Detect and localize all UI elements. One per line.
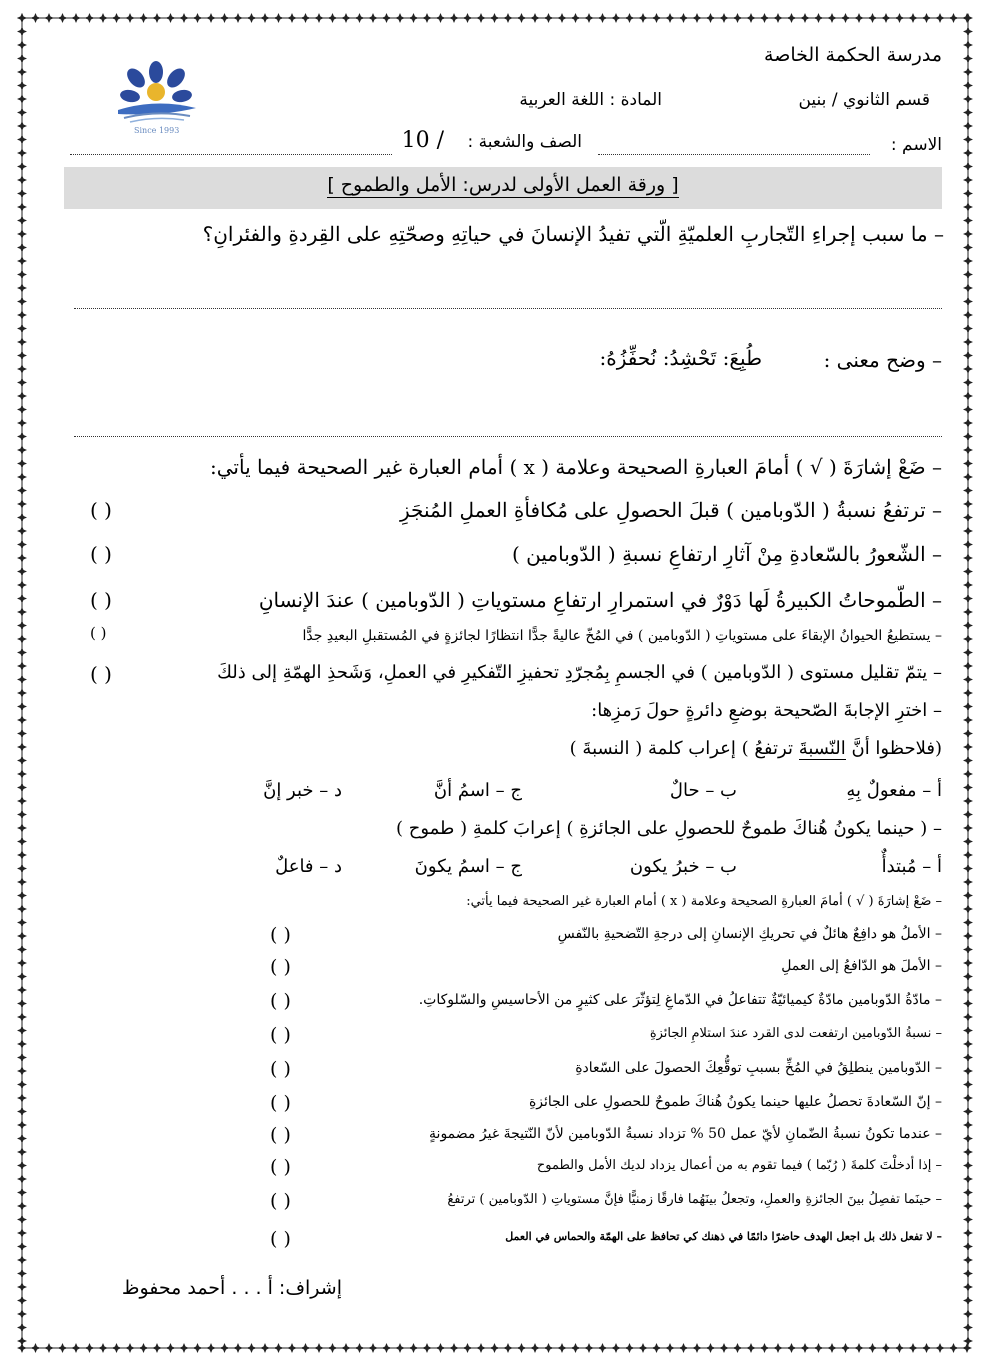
answer-brackets[interactable]: ( ) [270,1024,291,1046]
answer-brackets[interactable]: ( ) [90,624,107,642]
mcq-option[interactable]: ب – حالٌ [669,780,737,801]
name-label: الاسم : [890,135,942,155]
answer-brackets[interactable]: ( ) [90,662,112,686]
answer-brackets[interactable]: ( ) [90,498,112,522]
ornamental-border [14,10,976,1356]
tf-item: – نسبةُ الدّوبامين ارتفعت لدى القرد عندَ استلامِ الجائزةِ [649,1026,942,1041]
answer-brackets[interactable]: ( ) [270,990,291,1012]
tf-instruction-2: – ضَعْ إشارَةَ ( √ ) أمامَ العبارةِ الصحيحة وعلامة ( x ) أمام العبارة غير الصحيحة فيما يأتي: [466,894,942,909]
tf-item: – إذا أدخلْتَ كلمةَ ( رُبّما ) فيما تقوم به من أعمال يزداد لديك الأمل والطموح [536,1158,942,1173]
answer-brackets[interactable]: ( ) [270,1058,291,1080]
tf-item: – الدّوبامين ينطلِقُ في المُخِّ بسببِ توقُّعِكَ الحصولَ على السّعادةِ [575,1060,942,1076]
mcq-option[interactable]: ج – اسمُ يكونَ [414,856,522,877]
answer-brackets[interactable]: ( ) [270,1228,291,1250]
answer-brackets[interactable]: ( ) [270,1124,291,1146]
tf-item: – يتمّ تقليل مستوى ( الدّوبامين ) في الجسمِ بِمُجرّدِ تحفيزِ التّفكيرِ في العملِ، وَشَحذِ الهمّةِ إلى ذلكَ [217,662,942,683]
tf-item: – إنّ السّعادةَ تحصلُ عليها حينما يكونُ هُناكَ طموحٌ للحصولِ على الجائزةِ [528,1094,942,1110]
tf-instruction-1: – ضَعْ إشارَةَ ( √ ) أمامَ العبارةِ الصحيحة وعلامة ( x ) أمام العبارة غير الصحيحة فيما يأتي: [210,455,942,479]
name-field[interactable] [598,154,870,155]
answer-line-2[interactable] [74,436,942,437]
mcq-option[interactable]: د – فاعلٌ [275,856,342,877]
grade-field[interactable] [70,154,392,155]
mcq-q1-suffix: ترتفعُ ) إعراب كلمة ( النسبةَ ) [569,738,799,759]
tf-item: – يستطيعُ الحيوانُ الإبقاءَ على مستوياتِ ( الدّوبامين ) في المُخّ عاليةً جدًّا انتظارًا لجائزةٍ في المُستقبلِ البعيدِ جدًّا [302,628,942,644]
mcq-question-1 [570,738,942,759]
question-2: – وضح معنى : [823,348,942,372]
subject: المادة : اللغة العربية [519,90,662,110]
grade-value: 10 / [401,128,444,153]
tf-item: – الشّعورُ بالسّعادةِ مِنْ آثارِ ارتفاعِ نسبةِ ( الدّوبامين ) [511,542,942,566]
logo-since-text: Since 1993 [134,126,180,135]
mcq-option[interactable]: ج – اسمُ أنَّ [433,780,522,801]
tf-item: – الأملُ هو دافِعٌ هائلٌ في تحريكِ الإنسانِ إلى درجةِ التّضحيةِ بالنّفسِ [557,926,942,942]
mcq-option[interactable]: ب – خبرُ يكون [629,856,737,877]
mcq-q1-prefix: (فلاحظوا أنَّ [845,738,942,759]
answer-brackets[interactable]: ( ) [270,956,291,978]
mcq-instruction: – اخترِ الإجابةَ الصّحيحة بوضعِ دائرةٍ حولَ رَمزِها: [591,700,942,721]
mcq-option[interactable]: أ – مفعولٌ بِهِ [846,780,942,801]
tf-item: – ترتفعُ نسبةُ ( الدّوبامين ) قبلَ الحصولِ على مُكافأةِ العملِ المُنجَزِ [400,498,942,522]
tf-item: – عندما تكونُ نسبةُ الضّمانِ لأيّ عمل 50 % تزداد نسبةُ الدّوبامين لأنّ النّتيجةَ غيرُ مضمونةٍ [429,1126,942,1142]
department: قسم الثانوي / بنين [798,90,930,110]
tf-item: – حينَما تفصِلُ بينَ الجائزةِ والعملِ، وتجعلُ بينَهُما فارقًا زمنيًّا فإنَّ مستوياتِ ( الدّوبامين ) ترتفعُ [447,1192,942,1207]
answer-brackets[interactable]: ( ) [270,1156,291,1178]
mcq-option[interactable]: أ – مُبتدأٌ [881,856,942,877]
mcq-question-2: – ( حينما يكونُ هُناكَ طموحٌ للحصولِ على الجائزةِ ) إعرابَ كلمةِ ( طموح ) [395,818,942,839]
tf-item: – الطّموحاتُ الكبيرةُ لَها دَوْرٌ في استمرارِ ارتفاعِ مستوياتِ ( الدّوبامين ) عندَ الإنسانِ [258,588,942,612]
vocab-words: طُبِعَ: تَحْشِدُ: نُحفِّزُهُ: [599,346,762,370]
answer-brackets[interactable]: ( ) [90,542,112,566]
worksheet-banner [64,167,942,209]
question-1: – ما سبب إجراءِ التّجاربِ العلميّةِ الّتي تفيدُ الإنسانَ في حياتِهِ وصحّتِهِ على القِردةِ والفئرانِ؟ [202,222,944,246]
answer-brackets[interactable]: ( ) [270,924,291,946]
mcq-option[interactable]: د – خبر إنَّ [263,780,342,801]
school-name: مدرسة الحكمة الخاصة [764,44,942,66]
supervisor: إشراف: أ . . . أحمد محفوظ [121,1277,342,1299]
page-border [14,10,976,1356]
answer-brackets[interactable]: ( ) [90,588,112,612]
answer-brackets[interactable]: ( ) [270,1092,291,1114]
tf-item: – الأملَ هو الدّافعُ إلى العملِ [781,958,942,974]
tf-item: – مادّةُ الدّوبامين مادّةٌ كيميائيّةٌ تتفاعلُ في الدّماغِ لِتؤثّرَ على كثيرٍ من الأحاسيسِ والسّلوكاتِ. [418,992,942,1008]
tf-item: – لا تفعل ذلك بل اجعل الهدف حاضرًا دائمًا في ذهنك كي تحافظ على الهمّة والحماس في العمل [505,1230,942,1243]
grade-label: الصف والشعبة : [467,132,582,152]
answer-brackets[interactable]: ( ) [270,1190,291,1212]
mcq-q1-underlined: النّسبةَ [798,738,846,759]
worksheet-title: [ ورقة العمل الأولى لدرس: الأمل والطموح ] [327,174,679,196]
answer-line-1[interactable] [74,308,942,309]
